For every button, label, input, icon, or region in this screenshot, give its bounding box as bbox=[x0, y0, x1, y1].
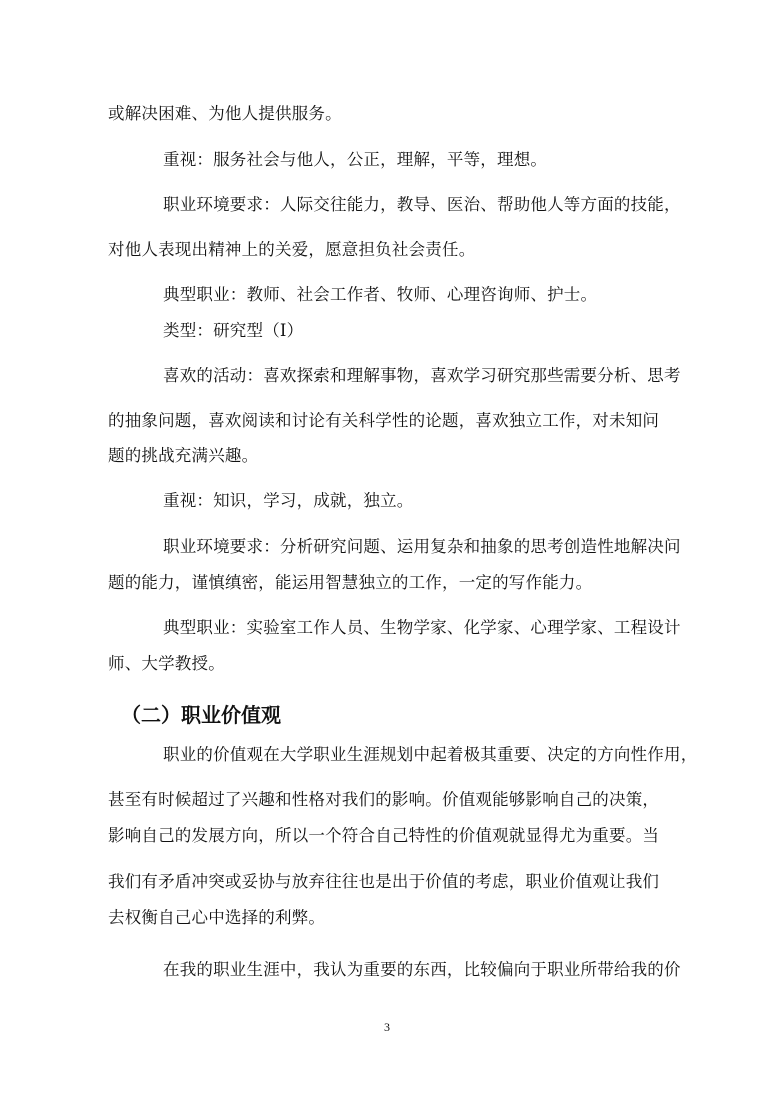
paragraph-line: 类型：研究型（I） bbox=[163, 321, 304, 340]
section-heading: （二）职业价值观 bbox=[121, 703, 281, 727]
paragraph-line: 或解决困难、为他人提供服务。 bbox=[108, 104, 342, 123]
paragraph-line: 职业环境要求：人际交往能力，教导、医治、帮助他人等方面的技能， bbox=[163, 195, 681, 214]
paragraph-line: 师、大学教授。 bbox=[108, 654, 225, 673]
paragraph-line: 职业的价值观在大学职业生涯规划中起着极其重要、决定的方向性作用， bbox=[163, 745, 698, 764]
paragraph-line: 甚至有时候超过了兴趣和性格对我们的影响。价值观能够影响自己的决策， bbox=[108, 790, 660, 809]
paragraph-line: 典型职业：实验室工作人员、生物学家、化学家、心理学家、工程设计 bbox=[163, 618, 681, 637]
page-number: 3 bbox=[384, 1020, 390, 1034]
paragraph-line: 在我的职业生涯中，我认为重要的东西，比较偏向于职业所带给我的价 bbox=[163, 960, 681, 979]
paragraph-line: 重视：服务社会与他人，公正，理解，平等，理想。 bbox=[163, 150, 548, 169]
paragraph-line: 影响自己的发展方向，所以一个符合自己特性的价值观就显得尤为重要。当 bbox=[108, 826, 660, 845]
paragraph-line: 我们有矛盾冲突或妥协与放弃往往也是出于价值的考虑，职业价值观让我们 bbox=[108, 872, 660, 891]
paragraph-line: 去权衡自己心中选择的利弊。 bbox=[108, 908, 326, 927]
paragraph-line: 题的挑战充满兴趣。 bbox=[108, 446, 259, 465]
paragraph-line: 重视：知识，学习，成就，独立。 bbox=[163, 491, 414, 510]
paragraph-line: 的抽象问题，喜欢阅读和讨论有关科学性的论题，喜欢独立工作，对未知问 bbox=[108, 411, 660, 430]
paragraph-line: 职业环境要求：分析研究问题、运用复杂和抽象的思考创造性地解决问 bbox=[163, 537, 681, 556]
paragraph-line: 对他人表现出精神上的关爱，愿意担负社会责任。 bbox=[108, 240, 476, 259]
paragraph-line: 喜欢的活动：喜欢探索和理解事物，喜欢学习研究那些需要分析、思考 bbox=[163, 366, 681, 385]
paragraph-line: 题的能力，谨慎缜密，能运用智慧独立的工作，一定的写作能力。 bbox=[108, 573, 593, 592]
paragraph-line: 典型职业：教师、社会工作者、牧师、心理咨询师、护士。 bbox=[163, 285, 598, 304]
